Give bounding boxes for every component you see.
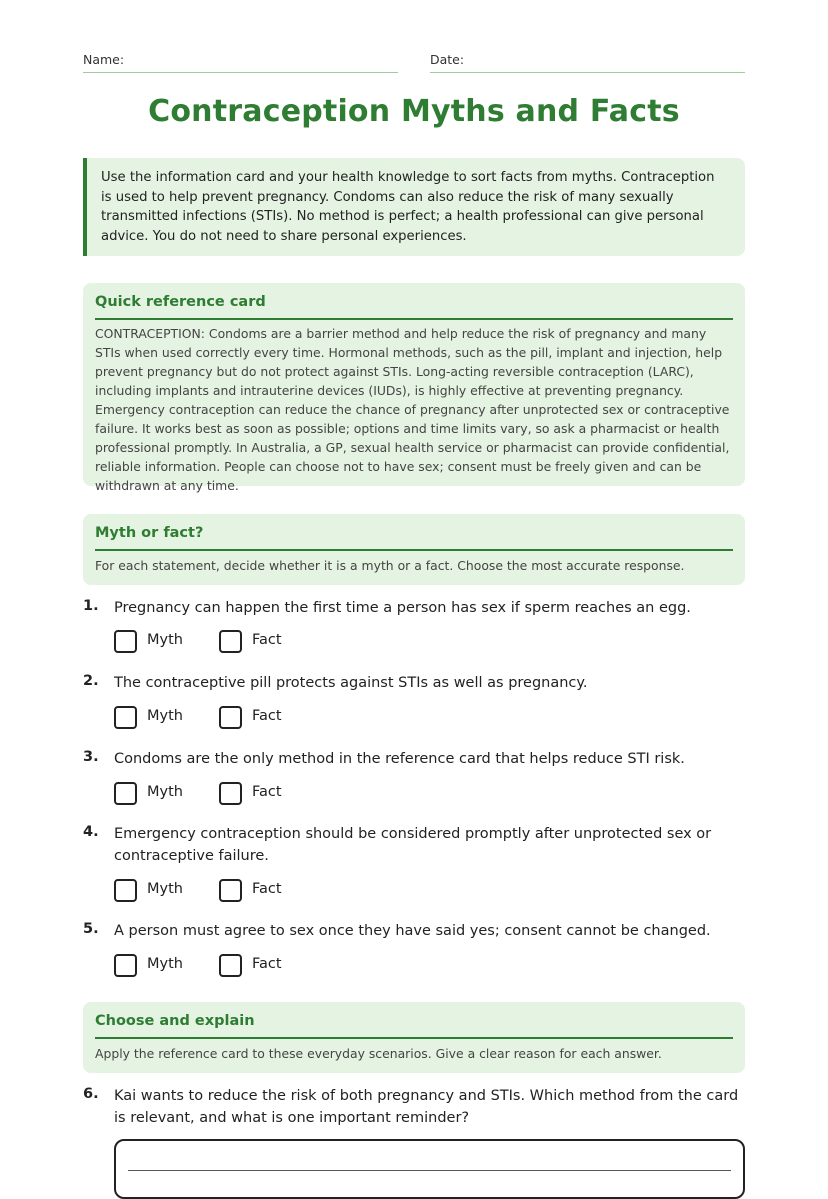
choose-section-heading: Choose and explain — [95, 1012, 733, 1039]
date-field[interactable] — [430, 52, 745, 73]
question-text: The contraceptive pill protects against STIs as well as pregnancy. — [114, 675, 588, 691]
myth-label: Myth — [147, 632, 183, 648]
page-title: Contraception Myths and Facts — [148, 94, 680, 129]
choose-section-header — [83, 1002, 745, 1073]
date-label: Date: — [430, 52, 465, 67]
fact-label: Fact — [252, 632, 282, 648]
myth-label: Myth — [147, 784, 183, 800]
name-field[interactable] — [83, 52, 398, 73]
name-date-row — [83, 52, 745, 74]
question-text: A person must agree to sex once they have said yes; consent cannot be changed. — [114, 923, 711, 939]
myth-section-header — [83, 514, 745, 585]
question-number: 1. — [83, 598, 99, 614]
reference-card-text: CONTRACEPTION: Condoms are a barrier method and help reduce the risk of pregnancy and many STIs when used correctly every time. Hormonal methods, such as the pill, implant and injection, help prevent pregnancy but do not protect against STIs. Long-acting reversible contraception (LARC), including implants and intrauterine devices (IUDs), is highly effective at preventing pregnancy. Emergency contraception can reduce the chance of pregnancy after unprotected sex or contraceptive failure. It works best as soon as possible; options and time limits vary, so ask a pharmacist or health professional promptly. In Australia, a GP, sexual health service or pharmacist can provide confidential, reliable information. People can choose not to have sex; consent must be freely given and can be withdrawn at any time. — [95, 326, 730, 493]
fact-label: Fact — [252, 708, 282, 724]
fact-checkbox[interactable] — [219, 706, 242, 729]
myth-section-heading: Myth or fact? — [95, 524, 733, 551]
fact-checkbox[interactable] — [219, 954, 242, 977]
fact-checkbox[interactable] — [219, 879, 242, 902]
answer-box[interactable] — [114, 1139, 745, 1199]
question-number: 6. — [83, 1086, 99, 1102]
name-label: Name: — [83, 52, 125, 67]
myth-checkbox[interactable] — [114, 954, 137, 977]
myth-label: Myth — [147, 956, 183, 972]
fact-checkbox[interactable] — [219, 782, 242, 805]
intro-callout: Use the information card and your health knowledge to sort facts from myths. Contraception is used to help prevent pregnancy. Condoms can also reduce the risk of many sexually transmitted infections (STIs). No method is perfect; a health professional can give personal advice. You do not need to share personal experiences. — [83, 158, 745, 256]
choose-section-instructions: Apply the reference card to these everyday scenarios. Give a clear reason for each answer. — [95, 1046, 662, 1061]
question-text: Kai wants to reduce the risk of both pregnancy and STIs. Which method from the card is relevant, and what is one important reminder? — [114, 1088, 739, 1126]
question-number: 3. — [83, 749, 99, 765]
question-number: 4. — [83, 824, 99, 840]
myth-label: Myth — [147, 708, 183, 724]
myth-checkbox[interactable] — [114, 879, 137, 902]
question-number: 5. — [83, 921, 99, 937]
myth-checkbox[interactable] — [114, 630, 137, 653]
fact-label: Fact — [252, 881, 282, 897]
reference-card-heading: Quick reference card — [95, 293, 733, 320]
question-number: 2. — [83, 673, 99, 689]
question-text: Pregnancy can happen the first time a person has sex if sperm reaches an egg. — [114, 600, 691, 616]
myth-checkbox[interactable] — [114, 782, 137, 805]
question-text: Emergency contraception should be considered promptly after unprotected sex or contraceptive failure. — [114, 826, 712, 864]
fact-label: Fact — [252, 956, 282, 972]
fact-label: Fact — [252, 784, 282, 800]
myth-label: Myth — [147, 881, 183, 897]
fact-checkbox[interactable] — [219, 630, 242, 653]
myth-checkbox[interactable] — [114, 706, 137, 729]
myth-section-instructions: For each statement, decide whether it is a myth or a fact. Choose the most accurate response. — [95, 558, 685, 573]
question-text: Condoms are the only method in the reference card that helps reduce STI risk. — [114, 751, 685, 767]
reference-card — [83, 283, 745, 493]
